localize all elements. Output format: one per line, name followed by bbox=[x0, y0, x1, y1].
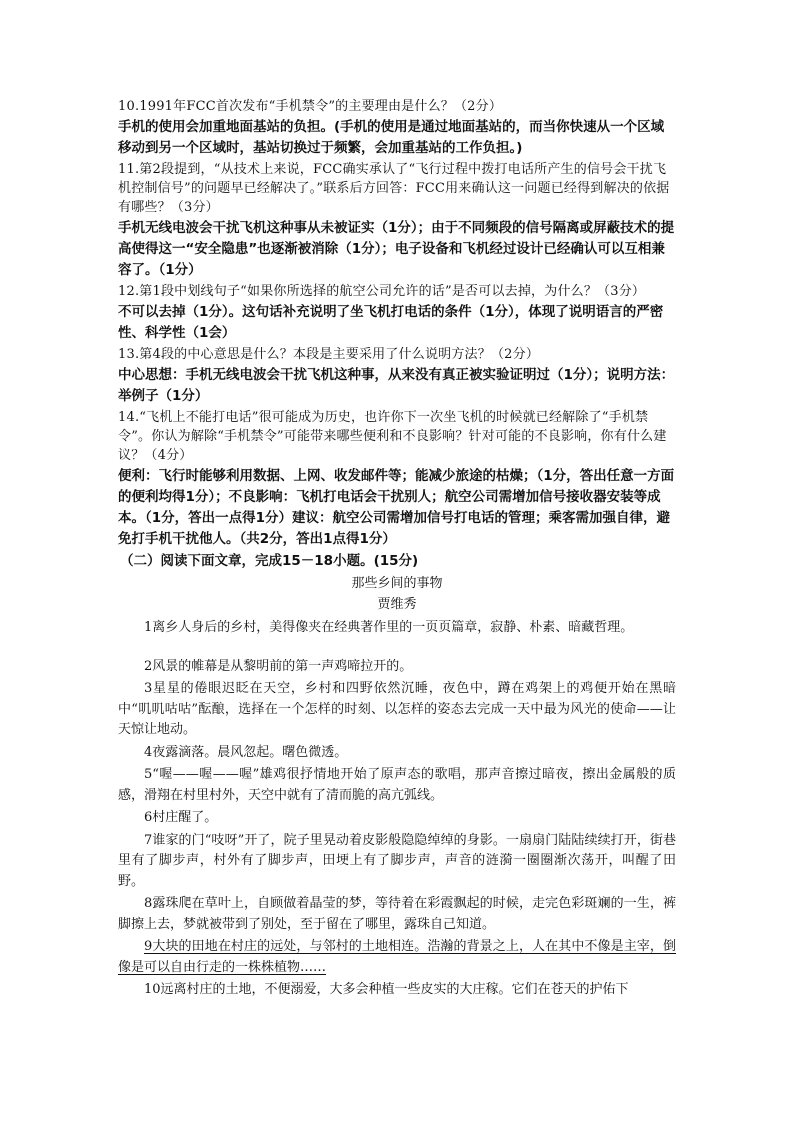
question-11 bbox=[118, 160, 676, 281]
question-text: 10.1991年FCC首次发布“手机禁令”的主要理由是什么？（2分） bbox=[118, 99, 503, 114]
question-text: 11.第2段提到，“从技术上来说，FCC确实承认了“飞行过程中拨打电话所产生的信号会干扰飞机控制信号”的问题早已经解决了。”联系后方回答：FCC用来确认这一问题已经得到解决的依据有哪些？（3分） bbox=[118, 162, 670, 215]
answer-text: 中心思想：手机无线电波会干扰飞机这种事，从来没有真正被实验证明过（1分）；说明方法：举例子（1分） bbox=[118, 367, 675, 404]
question-12 bbox=[118, 282, 676, 344]
answer-text: 手机的使用会加重地面基站的负担。(手机的使用是通过地面基站的，而当你快速从一个区域移动到另一个区域时，基站切换过于频繁，会加重基站的工作负担。) bbox=[118, 119, 665, 156]
question-text: 12.第1段中划线句子“如果你所选择的航空公司允许的话”是否可以去掉，为什么？（3分） bbox=[118, 284, 646, 299]
answer-text: 手机无线电波会干扰飞机这种事从未被证实（1分）；由于不同频段的信号隔离或屏蔽技术的提高使得这一“安全隐患”也逐渐被消除（1分）；电子设备和飞机经过设计已经确认可以互相兼容了。（1分） bbox=[118, 220, 675, 278]
answer-text: 不可以去掉（1分）。这句话补充说明了坐飞机打电话的条件（1分），体现了说明语言的严密性、科学性（1会） bbox=[118, 304, 664, 341]
article-paragraph: 1离乡人身后的乡村，美得像夹在经典著作里的一页页篇章，寂静、朴素、暗藏哲理。 bbox=[144, 620, 634, 635]
article-paragraph: 5“喔——喔——喔”雄鸡很抒情地开始了原声态的歌唱，那声音擦过暗夜，擦出金属般的质感，滑翔在村里村外，天空中就有了清而脆的高亢弧线。 bbox=[118, 767, 676, 803]
article-author: 贾维秀 bbox=[377, 597, 417, 612]
article-paragraph: 3星星的倦眼迟眨在天空，乡村和四野依然沉睡，夜色中，蹲在鸡架上的鸡便开始在黑暗中“叽叽咕咕”酝酿，选择在一个怎样的时刻、以怎样的姿态去完成一天中最为风光的使命——让天惊让地动。 bbox=[118, 681, 676, 737]
article-paragraph: 10远离村庄的土地，不便溺爱，大多会种植一些皮实的大庄稼。它们在苍天的护佑下 bbox=[144, 982, 629, 997]
section-heading: （二）阅读下面文章，完成15－18小题。(15分) bbox=[120, 553, 419, 569]
article-paragraph-underlined: 9大块的田地在村庄的远处，与邻村的土地相连。浩瀚的背景之上，人在其中不像是主宰，倒像是可以自由行走的一株株植物…… bbox=[118, 939, 676, 975]
article-paragraph: 2风景的帷幕是从黎明前的第一声鸡啼拉开的。 bbox=[144, 658, 413, 674]
question-10 bbox=[118, 97, 676, 159]
article-paragraph: 8露珠爬在草叶上，自顾做着晶莹的梦，等待着在彩霞飘起的时候，走完色彩斑斓的一生，裤脚擦上去，梦就被带到了别处，至于留在了哪里，露珠自己知道。 bbox=[118, 896, 676, 932]
answer-text: 便利：飞行时能够利用数据、上网、收发邮件等；能减少旅途的枯燥；（1分，答出任意一方面的便利均得1分）；不良影响：飞机打电话会干扰别人；航空公司需增加信号接收器安装等成本。（1分，答出一点得1分）建议：航空公司需增加信号打电话的管理；乘客需加强自律，避免打手机干扰他人。（共2分，答出1点得1分） bbox=[118, 468, 675, 547]
question-13 bbox=[118, 345, 676, 407]
document-page bbox=[118, 97, 676, 1003]
question-text: 14.“飞机上不能打电话”很可能成为历史，也许你下一次坐飞机的时候就已经解除了“手机禁令”。你认为解除“手机禁令”可能带来哪些便利和不良影响？针对可能的不良影响，你有什么建议？（4分） bbox=[118, 410, 667, 463]
article-paragraph: 7谁家的门“吱呀”开了，院子里晃动着皮影般隐隐绰绰的身影。一扇扇门陆陆续续打开，街巷里有了脚步声，村外有了脚步声，田埂上有了脚步声，声音的涟漪一圈圈渐次荡开，叫醒了田野。 bbox=[118, 832, 676, 889]
article-paragraph: 6村庄醒了。 bbox=[144, 810, 218, 825]
article-title: 那些乡间的事物 bbox=[351, 576, 443, 591]
question-14 bbox=[118, 408, 676, 550]
article-paragraph: 4夜露滴落。晨风忽起。曙色微透。 bbox=[144, 744, 348, 760]
question-text: 13.第4段的中心意思是什么？本段是主要采用了什么说明方法？（2分） bbox=[118, 347, 540, 362]
